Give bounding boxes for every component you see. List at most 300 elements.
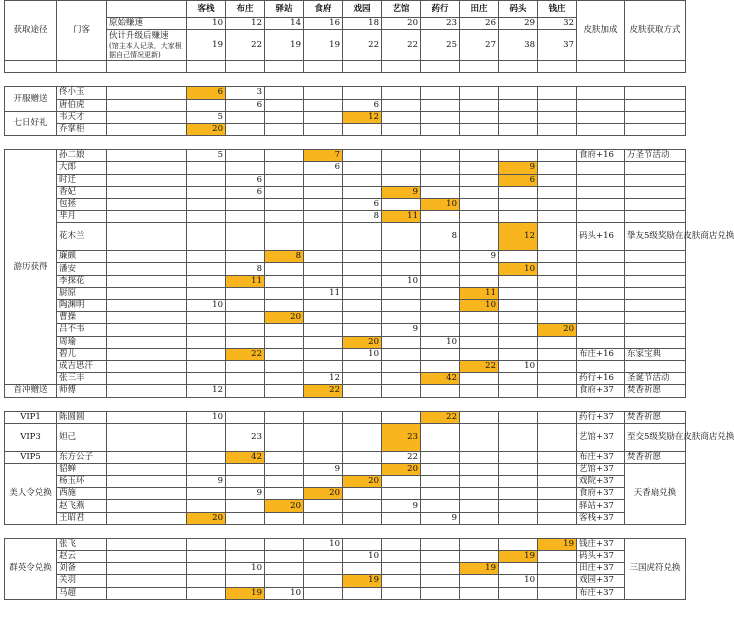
value-cell: 10 — [343, 551, 382, 563]
empty-cell — [107, 162, 187, 174]
group-label: 开服赠送 — [5, 87, 57, 111]
highlighted-value-cell: 22 — [304, 385, 343, 397]
value-cell — [304, 551, 343, 563]
value-cell — [538, 587, 577, 599]
value-cell — [226, 324, 265, 336]
highlighted-value-cell: 20 — [382, 463, 421, 475]
value-cell — [421, 150, 460, 162]
value-cell — [499, 423, 538, 451]
table-row — [5, 123, 686, 135]
upgraded-speed-cell: 27 — [460, 30, 499, 61]
table-row — [5, 198, 686, 210]
value-cell — [499, 500, 538, 512]
value-cell — [499, 211, 538, 223]
value-cell — [499, 411, 538, 423]
value-cell — [421, 87, 460, 99]
value-cell — [460, 324, 499, 336]
upgraded-speed-note: (馆主本人记录，大家根据自己情况更新) — [109, 41, 182, 59]
value-cell — [421, 99, 460, 111]
skin-bonus: 布庄+16 — [577, 348, 625, 360]
value-cell — [343, 287, 382, 299]
empty-cell — [107, 300, 187, 312]
skin-bonus — [577, 111, 625, 123]
highlighted-value-cell: 19 — [460, 563, 499, 575]
table-row — [5, 451, 686, 463]
table-row — [5, 211, 686, 223]
highlighted-value-cell: 6 — [499, 174, 538, 186]
value-cell — [499, 587, 538, 599]
empty-cell — [107, 373, 187, 385]
value-cell — [499, 300, 538, 312]
col-header-guest: 门客 — [57, 1, 107, 61]
value-cell — [187, 198, 226, 210]
skin-bonus — [577, 211, 625, 223]
value-cell — [538, 251, 577, 263]
value-cell — [460, 411, 499, 423]
empty-cell — [57, 524, 107, 538]
table-row — [5, 150, 686, 162]
empty-cell — [107, 136, 187, 150]
empty-cell — [382, 73, 421, 87]
value-cell — [460, 476, 499, 488]
empty-cell — [226, 397, 265, 411]
value-cell — [265, 512, 304, 524]
value-cell — [265, 336, 304, 348]
value-cell: 6 — [343, 99, 382, 111]
value-cell — [538, 211, 577, 223]
value-cell — [187, 551, 226, 563]
col-header-shop: 食府 — [304, 1, 343, 18]
value-cell — [304, 324, 343, 336]
skin-method: 圣诞节活动 — [625, 373, 686, 385]
empty-cell — [226, 73, 265, 87]
value-cell — [343, 186, 382, 198]
empty-cell — [382, 61, 421, 73]
value-cell — [187, 336, 226, 348]
highlighted-value-cell: 20 — [343, 476, 382, 488]
value-cell — [304, 336, 343, 348]
guest-name: 王昭君 — [57, 512, 107, 524]
value-cell: 10 — [187, 300, 226, 312]
value-cell — [460, 463, 499, 475]
group-label: 群英令兑换 — [5, 538, 57, 599]
value-cell — [499, 563, 538, 575]
value-cell — [304, 275, 343, 287]
value-cell — [226, 198, 265, 210]
guest-name: 成吉思汗 — [57, 360, 107, 372]
table-row — [5, 263, 686, 275]
value-cell — [382, 174, 421, 186]
guest-name: 张三丰 — [57, 373, 107, 385]
guest-name: 时迁 — [57, 174, 107, 186]
table-row — [5, 111, 686, 123]
empty-cell — [187, 61, 226, 73]
table-row — [5, 336, 686, 348]
table-row — [5, 300, 686, 312]
skin-method: 焚香祈愿 — [625, 451, 686, 463]
skin-bonus — [577, 360, 625, 372]
value-cell — [421, 186, 460, 198]
value-cell — [460, 275, 499, 287]
guest-name: 孙二娘 — [57, 150, 107, 162]
value-cell — [187, 423, 226, 451]
value-cell: 9 — [382, 324, 421, 336]
guest-name: 周瑜 — [57, 336, 107, 348]
value-cell — [226, 575, 265, 587]
value-cell — [460, 99, 499, 111]
section-gap — [5, 524, 686, 538]
empty-cell — [107, 87, 187, 99]
empty-cell — [538, 61, 577, 73]
value-cell — [460, 150, 499, 162]
group-label: 游历获得 — [5, 150, 57, 385]
guest-name: 陈圆圆 — [57, 411, 107, 423]
value-cell — [226, 300, 265, 312]
value-cell — [343, 488, 382, 500]
empty-cell — [107, 587, 187, 599]
value-cell — [499, 336, 538, 348]
value-cell — [304, 186, 343, 198]
value-cell — [265, 563, 304, 575]
empty-cell — [382, 136, 421, 150]
skin-method: 三国虎符兑换 — [625, 538, 686, 599]
value-cell — [460, 162, 499, 174]
value-cell — [460, 348, 499, 360]
empty-cell — [343, 61, 382, 73]
value-cell — [343, 312, 382, 324]
empty-cell — [538, 524, 577, 538]
value-cell — [382, 488, 421, 500]
empty-cell — [343, 397, 382, 411]
value-cell — [265, 123, 304, 135]
base-speed-cell: 20 — [382, 18, 421, 30]
table-row — [5, 251, 686, 263]
skin-method — [625, 287, 686, 299]
empty-cell — [107, 500, 187, 512]
value-cell: 10 — [187, 411, 226, 423]
upgraded-speed-cell: 19 — [304, 30, 343, 61]
value-cell — [538, 373, 577, 385]
empty-cell — [382, 524, 421, 538]
value-cell — [460, 198, 499, 210]
value-cell: 6 — [304, 162, 343, 174]
value-cell: 6 — [226, 99, 265, 111]
value-cell — [187, 451, 226, 463]
value-cell — [499, 287, 538, 299]
empty-cell — [382, 397, 421, 411]
value-cell — [382, 223, 421, 251]
empty-cell — [304, 524, 343, 538]
value-cell — [499, 275, 538, 287]
skin-speed-table — [4, 0, 734, 600]
skin-method: 焚香祈愿 — [625, 411, 686, 423]
value-cell — [460, 373, 499, 385]
value-cell: 10 — [265, 587, 304, 599]
value-cell — [187, 99, 226, 111]
value-cell — [187, 563, 226, 575]
highlighted-value-cell: 20 — [187, 123, 226, 135]
guest-name: 芈月 — [57, 211, 107, 223]
skin-bonus — [577, 99, 625, 111]
value-cell — [304, 512, 343, 524]
value-cell — [538, 300, 577, 312]
upgraded-speed-cell: 37 — [538, 30, 577, 61]
highlighted-value-cell: 23 — [382, 423, 421, 451]
skin-method — [625, 198, 686, 210]
value-cell — [382, 162, 421, 174]
empty-cell — [107, 198, 187, 210]
value-cell — [382, 411, 421, 423]
upgraded-speed-cell: 25 — [421, 30, 460, 61]
empty-cell — [265, 136, 304, 150]
value-cell — [421, 251, 460, 263]
skin-method: 至交5级奖励在皮肤商店兑换 — [625, 423, 686, 451]
empty-cell — [625, 524, 686, 538]
value-cell — [421, 211, 460, 223]
value-cell — [304, 211, 343, 223]
value-cell — [382, 150, 421, 162]
highlighted-value-cell: 10 — [499, 263, 538, 275]
empty-cell — [265, 73, 304, 87]
empty-cell — [499, 524, 538, 538]
value-cell — [421, 575, 460, 587]
skin-method — [625, 360, 686, 372]
value-cell — [343, 324, 382, 336]
upgraded-speed-cell: 19 — [265, 30, 304, 61]
value-cell — [343, 411, 382, 423]
value-cell — [460, 211, 499, 223]
skin-bonus — [577, 186, 625, 198]
value-cell — [460, 87, 499, 99]
value-cell — [265, 162, 304, 174]
table-row — [5, 287, 686, 299]
value-cell — [421, 538, 460, 550]
value-cell — [538, 451, 577, 463]
upgraded-speed-cell: 22 — [226, 30, 265, 61]
skin-bonus: 食府+37 — [577, 488, 625, 500]
empty-cell — [187, 136, 226, 150]
value-cell: 10 — [421, 336, 460, 348]
value-cell — [187, 312, 226, 324]
skin-method — [625, 251, 686, 263]
value-cell — [460, 451, 499, 463]
value-cell — [538, 512, 577, 524]
empty-cell — [107, 336, 187, 348]
table-row — [5, 99, 686, 111]
value-cell — [343, 563, 382, 575]
upgraded-speed-cell: 19 — [187, 30, 226, 61]
value-cell — [265, 275, 304, 287]
empty-cell — [57, 73, 107, 87]
empty-cell — [226, 136, 265, 150]
base-speed-cell: 16 — [304, 18, 343, 30]
value-cell: 12 — [304, 373, 343, 385]
value-cell — [343, 87, 382, 99]
value-cell — [226, 223, 265, 251]
empty-cell — [460, 524, 499, 538]
value-cell — [421, 162, 460, 174]
value-cell — [382, 476, 421, 488]
highlighted-value-cell: 19 — [499, 551, 538, 563]
value-cell — [382, 563, 421, 575]
value-cell — [460, 111, 499, 123]
guest-name: 陶渊明 — [57, 300, 107, 312]
table-row — [5, 348, 686, 360]
empty-cell — [107, 186, 187, 198]
highlighted-value-cell: 19 — [226, 587, 265, 599]
skin-bonus — [577, 287, 625, 299]
guest-name: 关羽 — [57, 575, 107, 587]
value-cell: 6 — [343, 198, 382, 210]
base-speed-cell: 23 — [421, 18, 460, 30]
value-cell — [499, 186, 538, 198]
value-cell — [538, 174, 577, 186]
value-cell: 23 — [226, 423, 265, 451]
empty-cell — [577, 73, 625, 87]
value-cell — [499, 373, 538, 385]
value-cell — [343, 587, 382, 599]
value-cell: 5 — [187, 111, 226, 123]
skin-method — [625, 99, 686, 111]
empty-cell — [107, 99, 187, 111]
value-cell — [226, 463, 265, 475]
table-row — [5, 174, 686, 186]
value-cell — [304, 223, 343, 251]
col-header-shop: 客栈 — [187, 1, 226, 18]
value-cell — [382, 287, 421, 299]
col-header-shop: 戏园 — [343, 1, 382, 18]
table-row — [5, 512, 686, 524]
skin-method — [625, 300, 686, 312]
skin-method — [625, 123, 686, 135]
table-row — [5, 373, 686, 385]
group-label: 七日好礼 — [5, 111, 57, 135]
value-cell — [265, 373, 304, 385]
table-row — [5, 500, 686, 512]
value-cell: 10 — [382, 275, 421, 287]
empty-cell — [421, 73, 460, 87]
empty-cell — [107, 324, 187, 336]
col-header-source: 获取途径 — [5, 1, 57, 61]
value-cell — [460, 312, 499, 324]
empty-cell — [499, 136, 538, 150]
value-cell — [265, 575, 304, 587]
value-cell: 6 — [226, 186, 265, 198]
value-cell — [304, 500, 343, 512]
value-cell — [382, 111, 421, 123]
value-cell — [226, 111, 265, 123]
value-cell — [421, 500, 460, 512]
highlighted-value-cell: 12 — [499, 223, 538, 251]
value-cell — [538, 312, 577, 324]
value-cell — [187, 186, 226, 198]
value-cell — [187, 211, 226, 223]
base-speed-cell: 29 — [499, 18, 538, 30]
skin-method: 天香扇兑换 — [625, 463, 686, 524]
value-cell — [460, 551, 499, 563]
value-cell — [187, 251, 226, 263]
base-speed-cell: 26 — [460, 18, 499, 30]
empty-cell — [577, 136, 625, 150]
empty-cell — [421, 524, 460, 538]
col-header-shop: 钱庄 — [538, 1, 577, 18]
value-cell — [421, 324, 460, 336]
skin-method: 焚香祈愿 — [625, 385, 686, 397]
empty-cell — [343, 136, 382, 150]
table-row — [5, 538, 686, 550]
highlighted-value-cell: 20 — [538, 324, 577, 336]
empty-cell — [460, 61, 499, 73]
value-cell: 9 — [304, 463, 343, 475]
col-header-shop: 药行 — [421, 1, 460, 18]
skin-bonus — [577, 275, 625, 287]
empty-cell — [577, 61, 625, 73]
value-cell — [499, 348, 538, 360]
empty-cell — [107, 111, 187, 123]
value-cell — [265, 263, 304, 275]
skin-method: 东家宝典 — [625, 348, 686, 360]
empty-cell — [107, 287, 187, 299]
empty-cell — [5, 61, 57, 73]
base-speed-cell: 32 — [538, 18, 577, 30]
value-cell — [265, 476, 304, 488]
value-cell — [499, 87, 538, 99]
value-cell — [460, 512, 499, 524]
empty-cell — [107, 463, 187, 475]
empty-cell — [107, 360, 187, 372]
skin-bonus — [577, 123, 625, 135]
value-cell — [421, 300, 460, 312]
value-cell — [460, 186, 499, 198]
guest-name: 妲己 — [57, 423, 107, 451]
value-cell — [343, 451, 382, 463]
value-cell — [187, 587, 226, 599]
value-cell — [265, 99, 304, 111]
value-cell — [421, 360, 460, 372]
skin-bonus: 钱庄+37 — [577, 538, 625, 550]
value-cell — [538, 360, 577, 372]
value-cell — [226, 123, 265, 135]
empty-cell — [107, 150, 187, 162]
value-cell — [421, 123, 460, 135]
value-cell: 12 — [187, 385, 226, 397]
value-cell — [460, 174, 499, 186]
empty-cell — [499, 61, 538, 73]
empty-cell — [107, 275, 187, 287]
value-cell — [187, 360, 226, 372]
table-row — [5, 275, 686, 287]
empty-cell — [57, 136, 107, 150]
value-cell — [304, 587, 343, 599]
table-row — [5, 360, 686, 372]
table-row — [5, 385, 686, 397]
empty-cell — [187, 524, 226, 538]
group-label: VIP3 — [5, 423, 57, 451]
empty-cell — [57, 397, 107, 411]
value-cell — [382, 348, 421, 360]
value-cell — [538, 488, 577, 500]
empty-cell — [538, 73, 577, 87]
value-cell — [226, 162, 265, 174]
highlighted-value-cell: 11 — [382, 211, 421, 223]
value-cell — [304, 423, 343, 451]
value-cell — [382, 123, 421, 135]
value-cell — [538, 198, 577, 210]
upgraded-speed-title: 伙计升级后赚速 — [109, 30, 169, 41]
table-row — [5, 223, 686, 251]
empty-cell — [421, 136, 460, 150]
value-cell — [499, 538, 538, 550]
